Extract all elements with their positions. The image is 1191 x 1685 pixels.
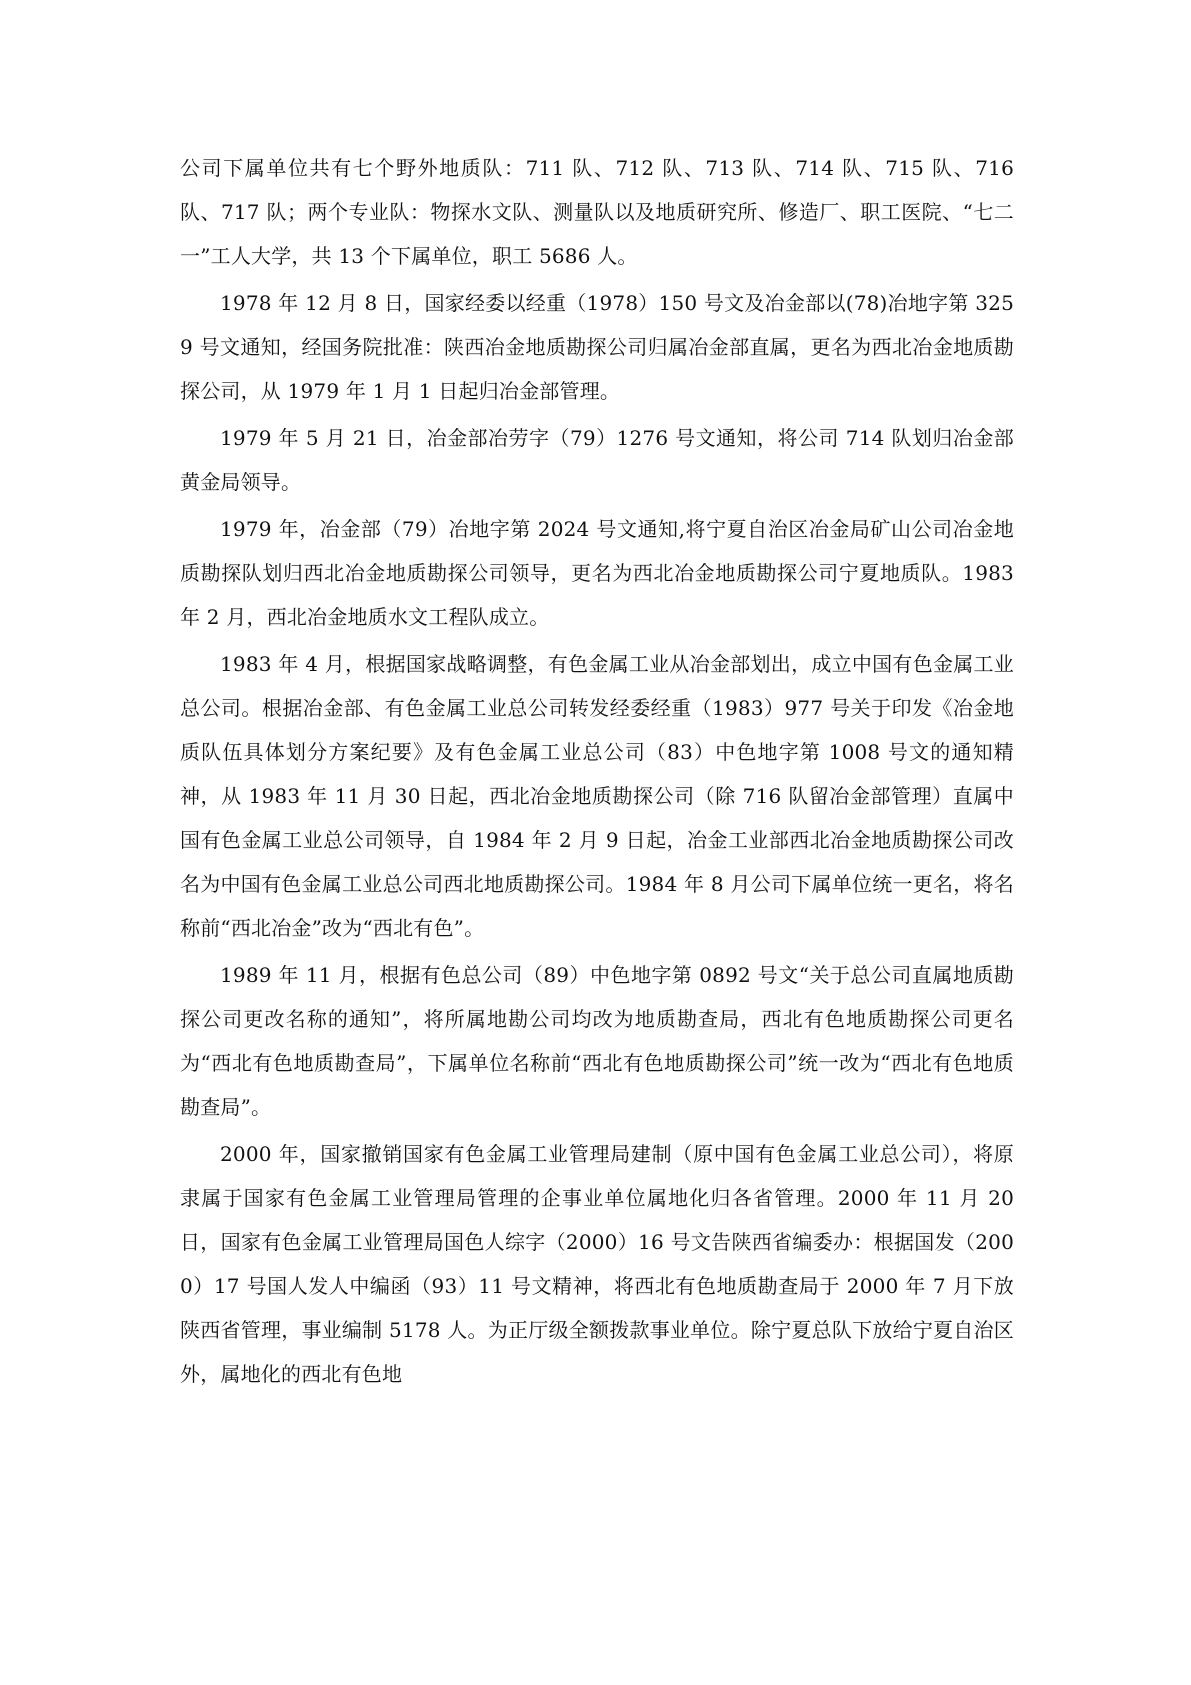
paragraph-2000-localization: 2000 年，国家撤销国家有色金属工业管理局建制（原中国有色金属工业总公司），将原隶属于国家有色金属工业管理局管理的企事业单位属地化归各省管理。2000 年 11 月 20 日，国家有色金属工业管理局国色人综字（2000）16 号文告陕西省编委办：根据国发（2000）17 号国人发人中编函（93）11 号文精神，将西北有色地质勘查局于 2000 年 7 月下放陕西省管理，事业编制 5178 人。为正厅级全额拨款事业单位。除宁夏总队下放给宁夏自治区外，属地化的西北有色地 bbox=[180, 1142, 1014, 1386]
paragraph-1978-renaming: 1978 年 12 月 8 日，国家经委以经重（1978）150 号文及冶金部以(78)冶地字第 3259 号文通知，经国务院批准：陕西冶金地质勘探公司归属冶金部直属，更名为西北冶金地质勘探公司，从 1979 年 1 月 1 日起归冶金部管理。 bbox=[180, 291, 1014, 403]
document-page bbox=[180, 146, 1014, 1399]
paragraph-1979-714-team: 1979 年 5 月 21 日，冶金部冶劳字（79）1276 号文通知，将公司 714 队划归冶金部黄金局领导。 bbox=[180, 426, 1014, 494]
paragraph-1989-bureau-rename: 1989 年 11 月，根据有色总公司（89）中色地字第 0892 号文“关于总公司直属地质勘探公司更改名称的通知”，将所属地勘公司均改为地质勘查局，西北有色地质勘探公司更名为“西北有色地质勘查局”，下属单位名称前“西北有色地质勘探公司”统一改为“西北有色地质勘查局”。 bbox=[180, 963, 1014, 1119]
paragraph-1983-nonferrous-corp: 1983 年 4 月，根据国家战略调整，有色金属工业从冶金部划出，成立中国有色金属工业总公司。根据冶金部、有色金属工业总公司转发经委经重（1983）977 号关于印发《冶金地质队伍具体划分方案纪要》及有色金属工业总公司（83）中色地字第 1008 号文的通知精神，从 1983 年 11 月 30 日起，西北冶金地质勘探公司（除 716 队留冶金部管理）直属中国有色金属工业总公司领导，自 1984 年 2 月 9 日起，冶金工业部西北冶金地质勘探公司改名为中国有色金属工业总公司西北地质勘探公司。1984 年 8 月公司下属单位统一更名，将名称前“西北冶金”改为“西北有色”。 bbox=[180, 652, 1014, 940]
paragraph-1979-ningxia-team: 1979 年，冶金部（79）冶地字第 2024 号文通知,将宁夏自治区冶金局矿山公司冶金地质勘探队划归西北冶金地质勘探公司领导，更名为西北冶金地质勘探公司宁夏地质队。1983 年 2 月，西北冶金地质水文工程队成立。 bbox=[180, 517, 1014, 629]
paragraph-field-teams: 公司下属单位共有七个野外地质队：711 队、712 队、713 队、714 队、715 队、716 队、717 队；两个专业队：物探水文队、测量队以及地质研究所、修造厂、职工医院、“七二一”工人大学，共 13 个下属单位，职工 5686 人。 bbox=[180, 156, 1014, 268]
